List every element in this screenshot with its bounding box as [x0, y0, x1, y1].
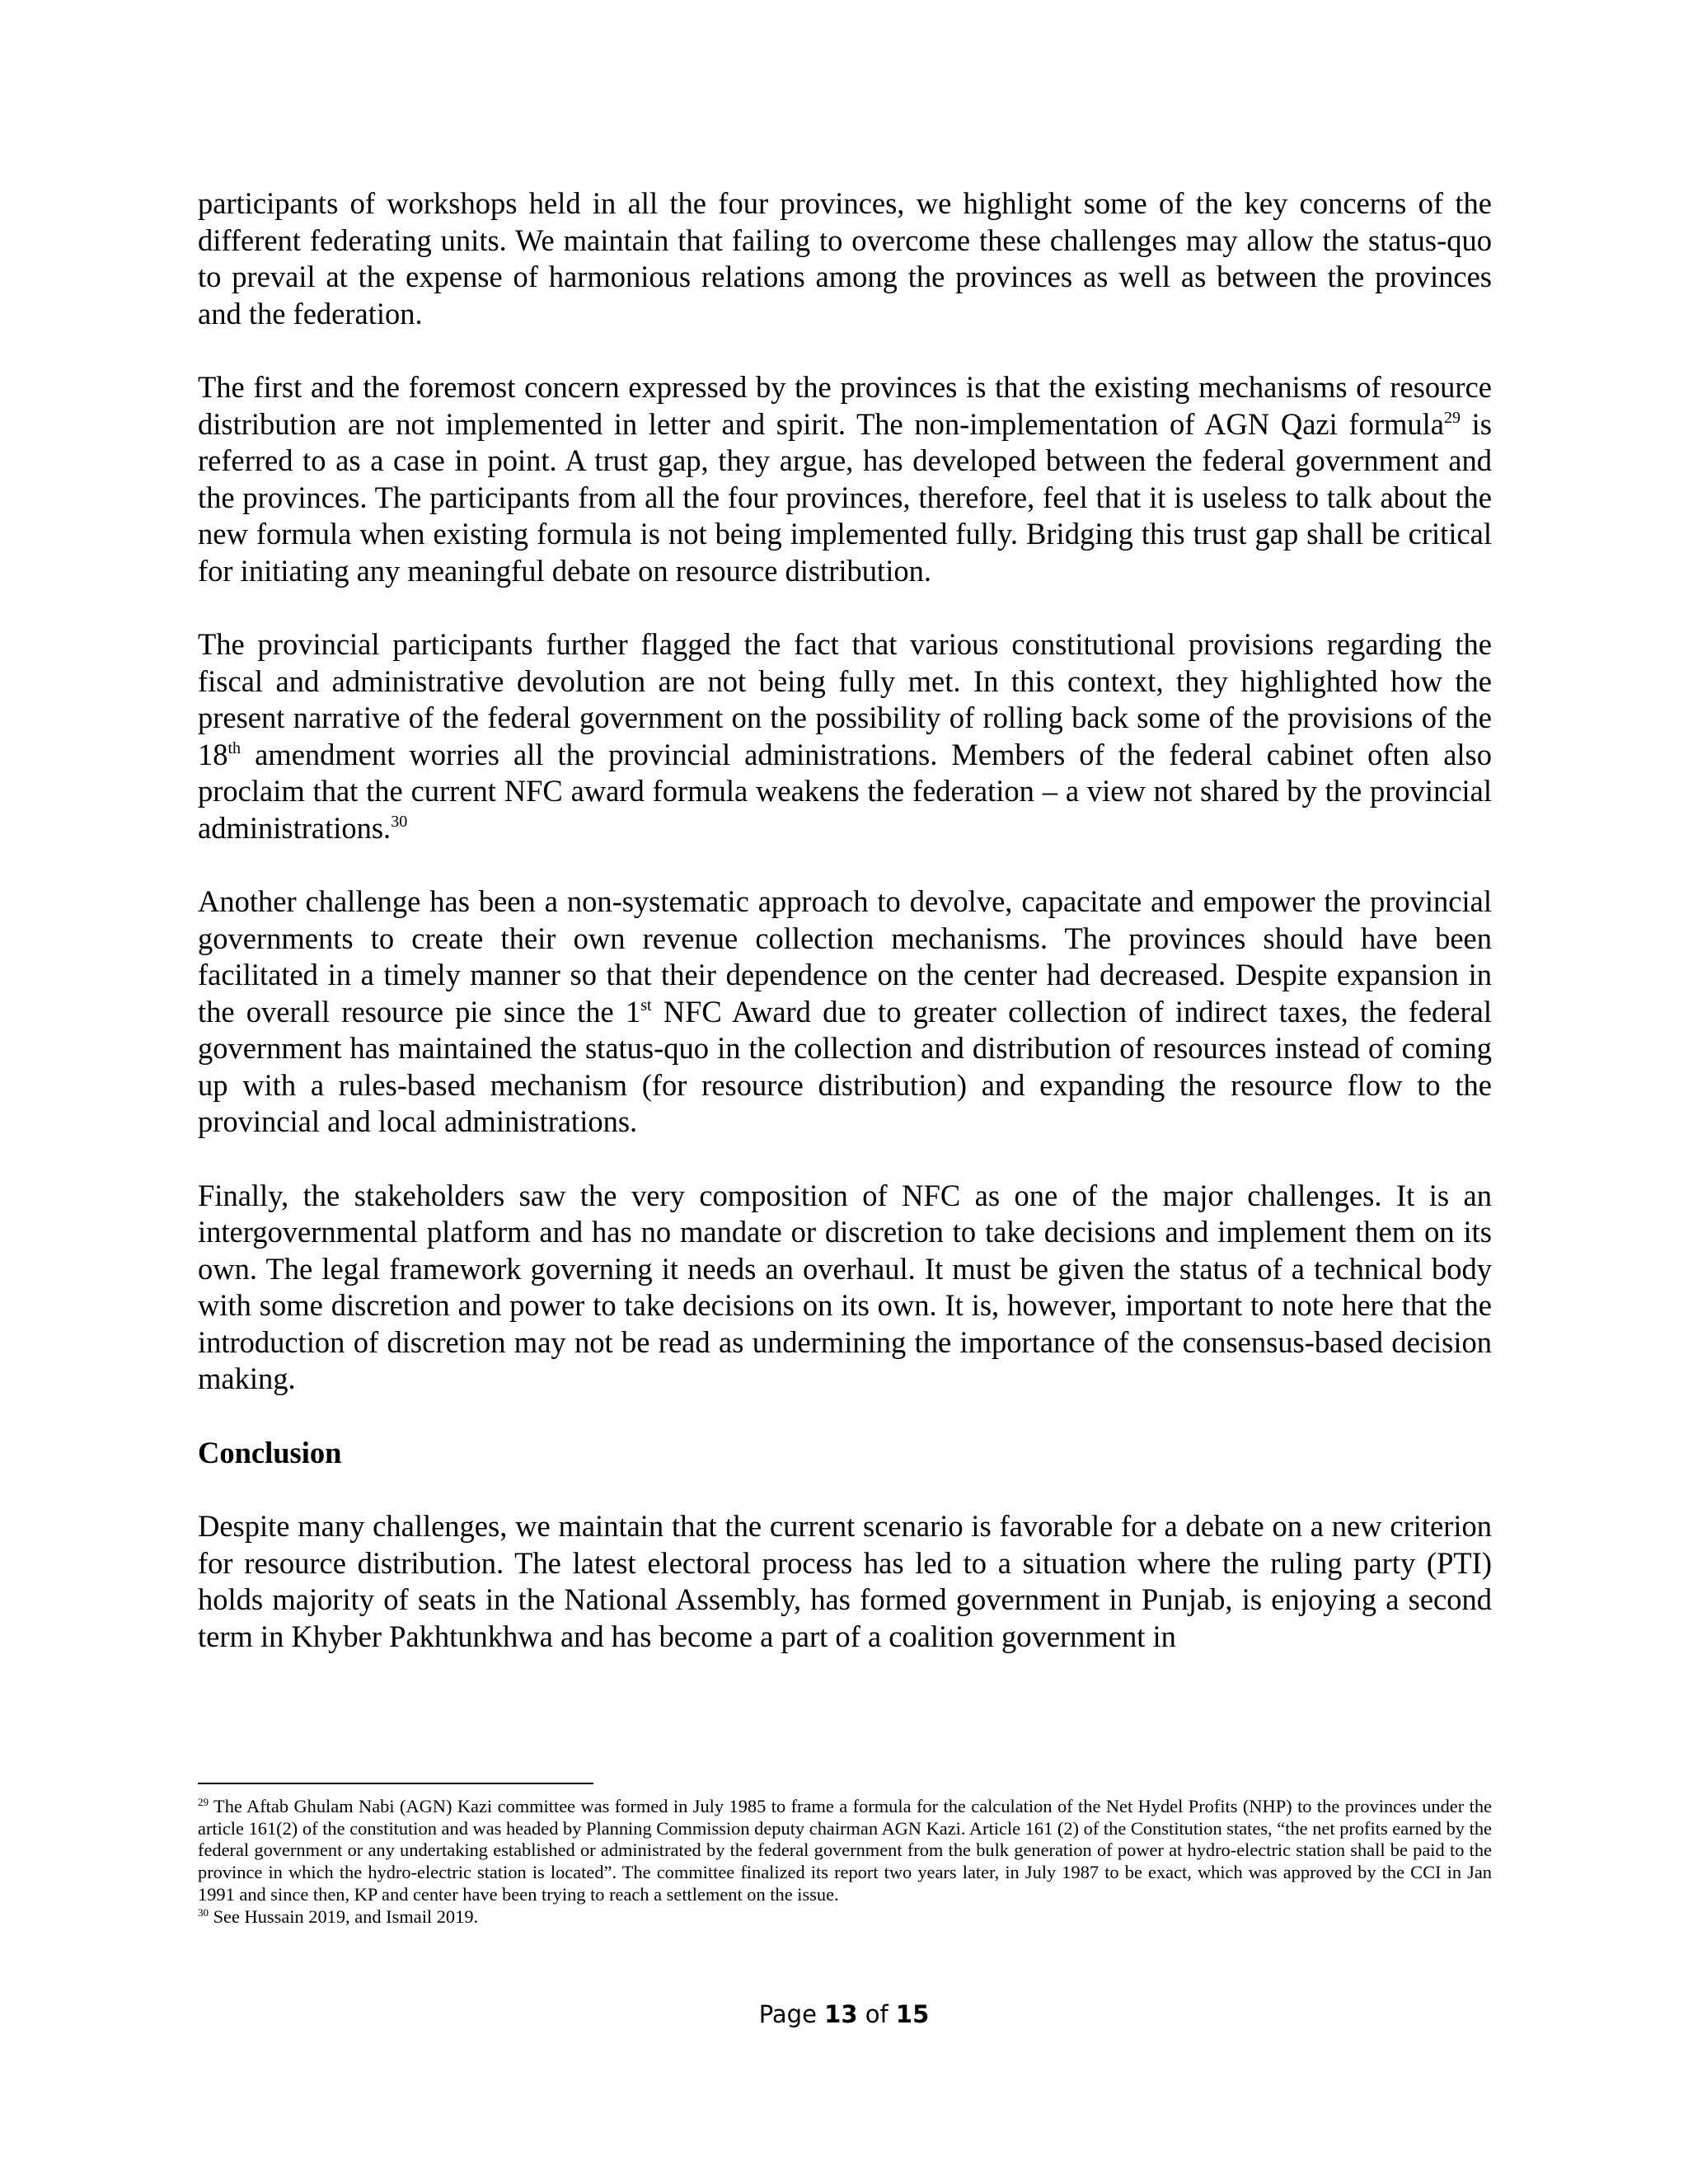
current-page-number: 13 [824, 2000, 858, 2028]
footnote-ref-30[interactable]: 30 [391, 812, 408, 831]
ordinal-suffix: st [640, 996, 652, 1015]
paragraph-4-text-b: NFC Award due to greater collection of indirect taxes, the federal government has maintained the status-quo in the collection and distribution of resources instead of coming up with a rules-based mechanism (for resource distribution) and expanding the resource flow to the provincial and local administrations. [198, 994, 1492, 1138]
page-number-footer [0, 1999, 1688, 2029]
paragraph-2 [198, 369, 1492, 589]
page-label: Page [758, 2000, 825, 2028]
section-heading-conclusion: Conclusion [198, 1435, 342, 1469]
footnote-number: 30 [198, 1905, 209, 1919]
page-of-label: of [857, 2000, 896, 2028]
paragraph-3-text-b: amendment worries all the provincial administrations. Members of the federal cabinet often also proclaim that the current NFC award formula weakens the federation – a view not shared by the provincial administrations. [198, 737, 1492, 845]
footnote-number: 29 [198, 1796, 209, 1808]
paragraph-4 [198, 883, 1492, 1141]
footnote-divider [198, 1783, 593, 1784]
footnote-30 [198, 1906, 1492, 1929]
paragraph-3-text-a: The provincial participants further flagged the fact that various constitutional provisions regarding the fiscal and administrative devolution are not being fully met. In this context, they highlighted how the present narrative of the federal government on the possibility of rolling back some of the provisions of the 18 [198, 627, 1492, 771]
ordinal-suffix: th [227, 738, 241, 757]
footnote-ref-29[interactable]: 29 [1443, 408, 1461, 427]
footnotes-section [198, 1783, 1492, 1928]
paragraph-3 [198, 626, 1492, 846]
paragraph-6 [198, 1508, 1492, 1655]
paragraph-2-text-a: The first and the foremost concern expressed by the provinces is that the existing mechanisms of resource distribution are not implemented in letter and spirit. The non-implementation of AGN Qazi formula [198, 370, 1492, 441]
paragraph-6-text: Despite many challenges, we maintain that the current scenario is favorable for a debate on a new criterion for resource distribution. The latest electoral process has led to a situation where the ruling party (PTI) holds majority of seats in the National Assembly, has formed government in Punjab, is enjoying a second term in Khyber Pakhtunkhwa and has become a part of a coalition government in [198, 1509, 1492, 1653]
total-pages-number: 15 [895, 2000, 930, 2028]
paragraph-5 [198, 1178, 1492, 1398]
paragraph-2-text-b: is referred to as a case in point. A trust gap, they argue, has developed between the federal government and the provinces. The participants from all the four provinces, therefore, feel that it is useless to talk about the new formula when existing formula is not being implemented fully. Bridging this trust gap shall be critical for initiating any meaningful debate on resource distribution. [198, 406, 1492, 588]
footnote-text: The Aftab Ghulam Nabi (AGN) Kazi committee was formed in July 1985 to frame a formula for the calculation of the Net Hydel Profits (NHP) to the provinces under the article 161(2) of the constitution and was headed by Planning Commission deputy chairman AGN Kazi. Article 161 (2) of the Constitution states, “the net profits earned by the federal government or any undertaking established or administrated by the federal government from the bulk generation of power at hydro-electric station shall be paid to the province in which the hydro-electric station is located”. The committee finalized its report two years later, in July 1987 to be exact, which was approved by the CCI in Jan 1991 and since then, KP and center have been trying to reach a settlement on the issue. [198, 1796, 1492, 1905]
paragraph-4-text-a: Another challenge has been a non-systematic approach to devolve, capacitate and empower the provincial governments to create their own revenue collection mechanisms. The provinces should have been facilitated in a timely manner so that their dependence on the center had decreased. Despite expansion in the overall resource pie since the 1 [198, 884, 1492, 1029]
footnote-text: See Hussain 2019, and Ismail 2019. [209, 1905, 479, 1927]
document-body [198, 185, 1492, 1692]
paragraph-5-text: Finally, the stakeholders saw the very composition of NFC as one of the major challenges. It is an intergovernmental platform and has no mandate or discretion to take decisions and implement them on its own. The legal framework governing it needs an overhaul. It must be given the status of a technical body with some discretion and power to take decisions on its own. It is, however, important to note here that the introduction of discretion may not be read as undermining the importance of the consensus-based decision making. [198, 1178, 1492, 1395]
paragraph-1-text: participants of workshops held in all the four provinces, we highlight some of the key concerns of the different federating units. We maintain that failing to overcome these challenges may allow the status-quo to prevail at the expense of harmonious relations among the provinces as well as between the provinces and the federation. [198, 186, 1492, 330]
paragraph-1 [198, 185, 1492, 332]
footnote-29 [198, 1796, 1492, 1906]
